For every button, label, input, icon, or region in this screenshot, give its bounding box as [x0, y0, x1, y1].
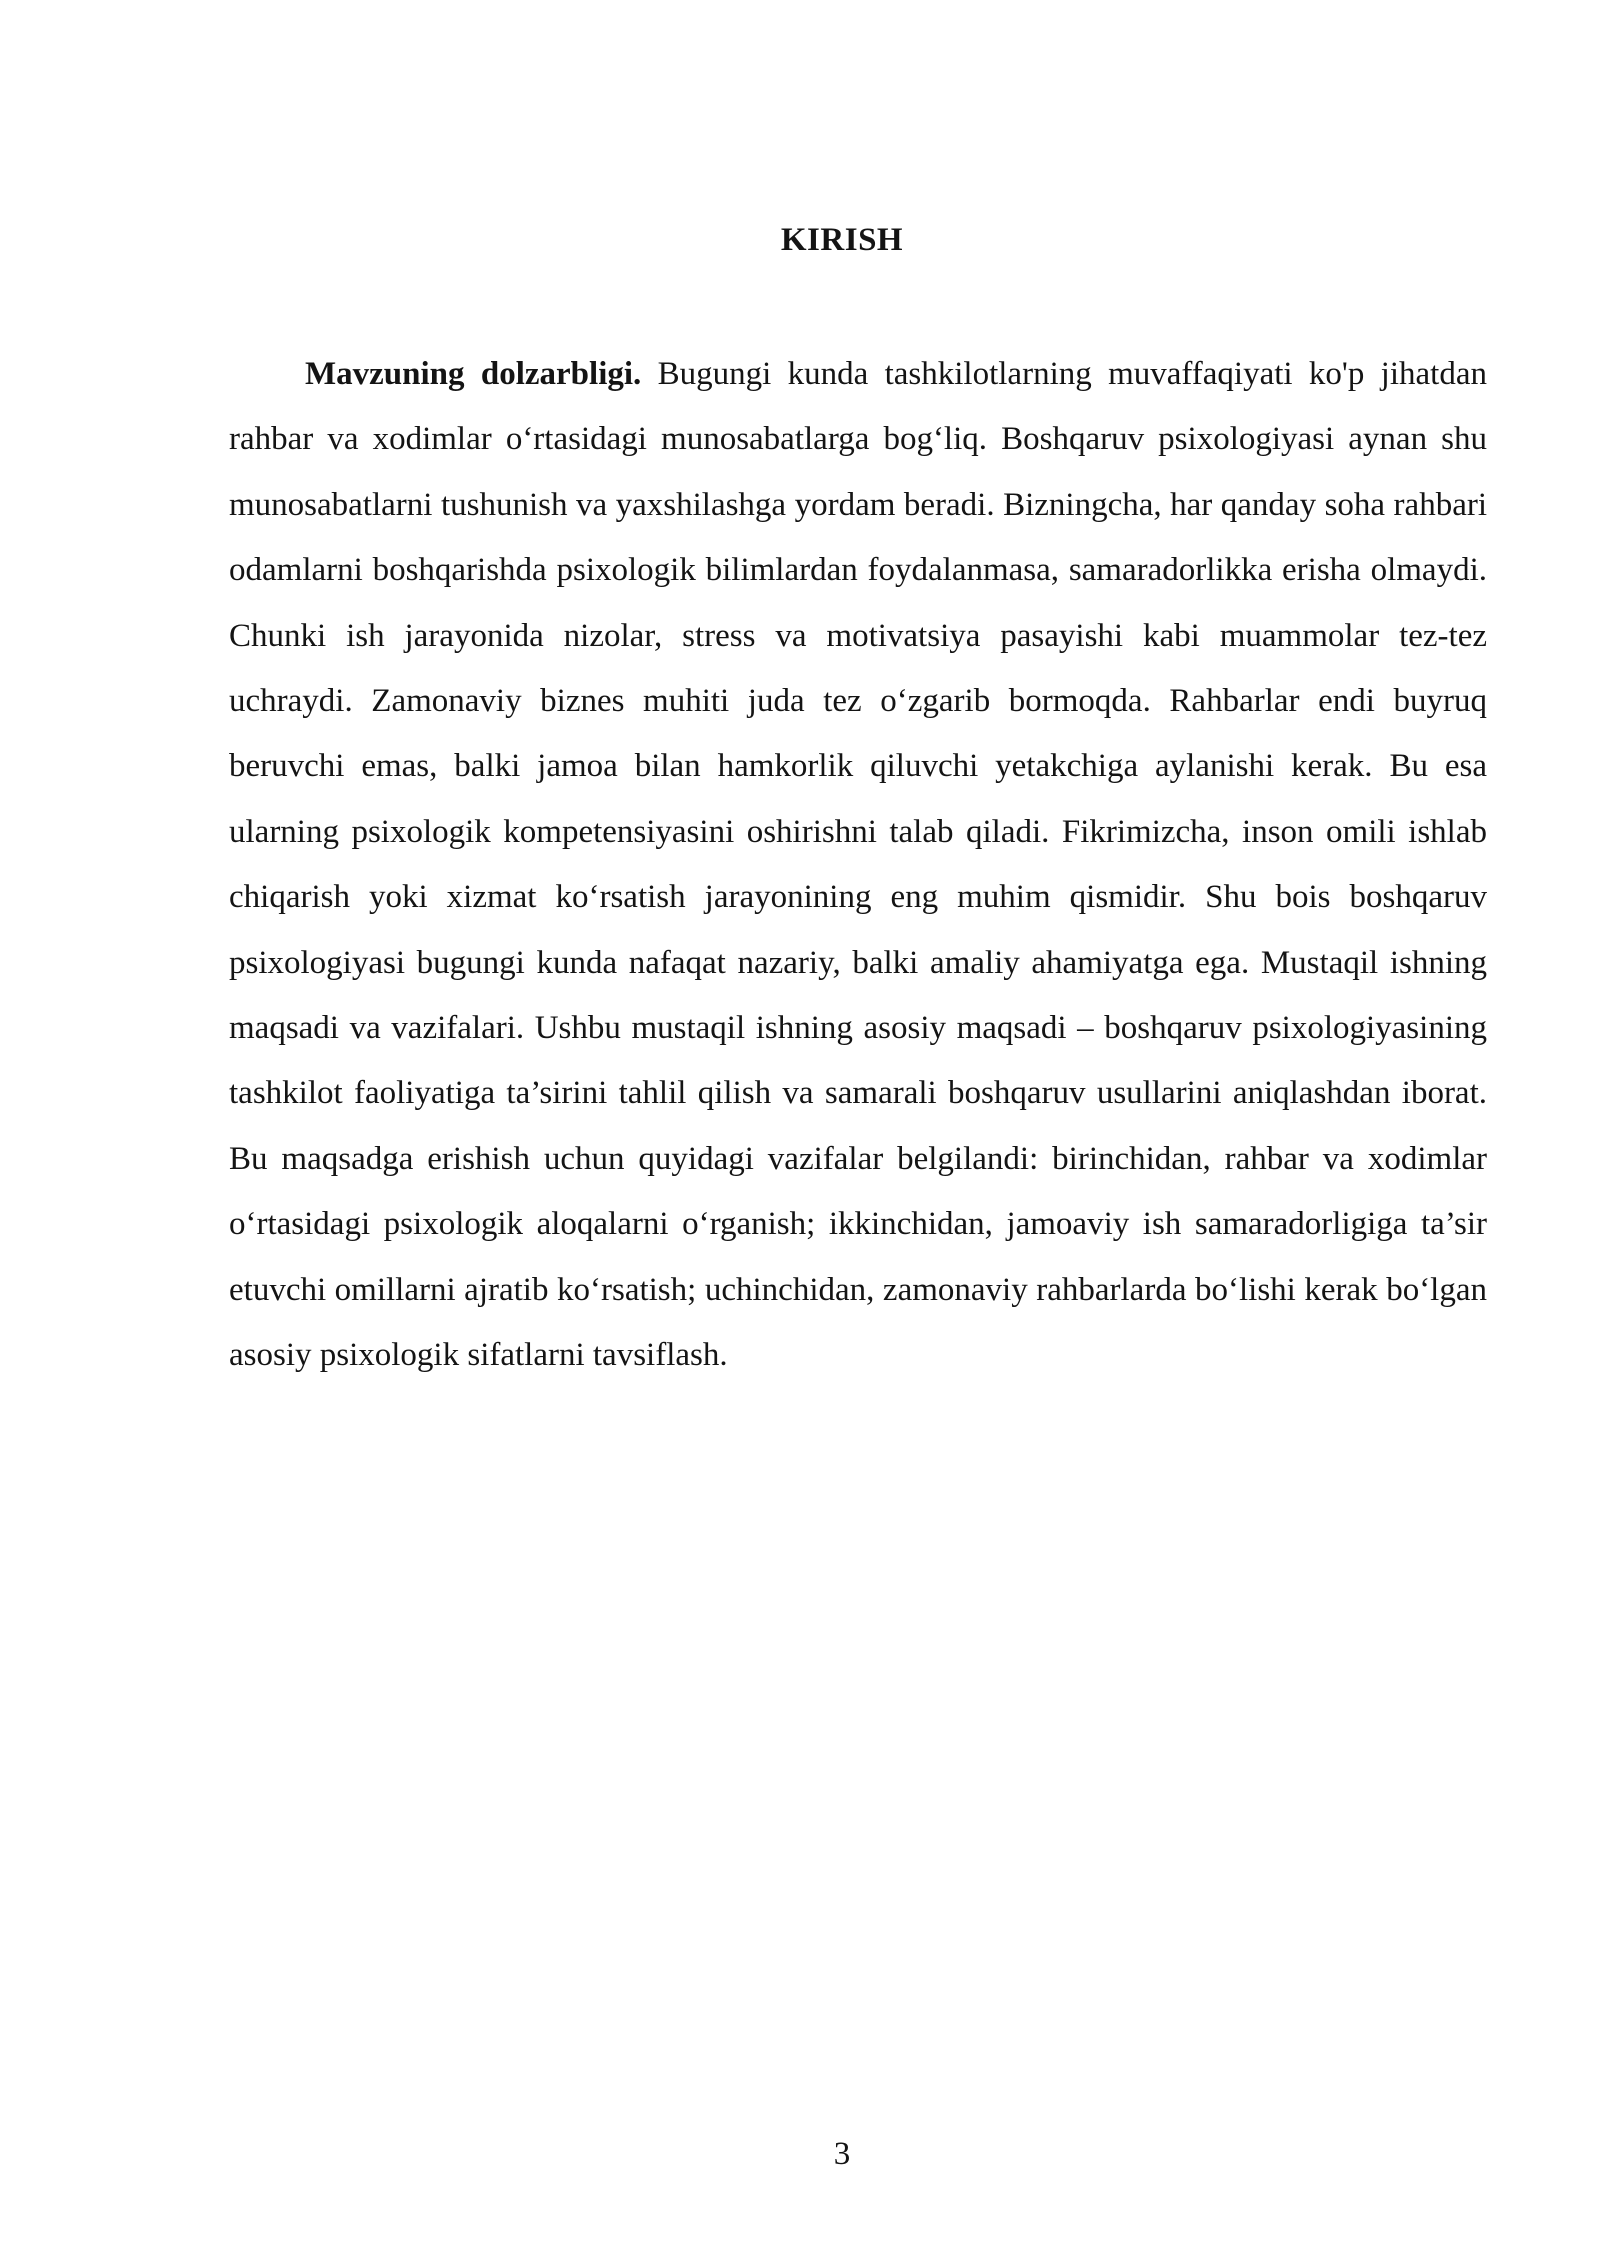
- page-title: KIRISH: [780, 222, 904, 258]
- body-paragraph: [229, 342, 1487, 1389]
- paragraph-text: Bugungi kunda tashkilotlarning muvaffaqiyati ko'p jihatdan rahbar va xodimlar oʻrtasidagi munosabatlarga bogʻliq. Boshqaruv psixologiyasi aynan shu munosabatlarni tushunish va yaxshilashga yordam beradi. Bizningcha, har qanday soha rahbari odamlarni boshqarishda psixologik bilimlardan foydalanmasa, samaradorlikka erisha olmaydi. Chunki ish jarayonida nizolar, stress va motivatsiya pasayishi kabi muammolar tez-tez uchraydi. Zamonaviy biznes muhiti juda tez oʻzgarib bormoqda. Rahbarlar endi buyruq beruvchi emas, balki jamoa bilan hamkorlik qiluvchi yetakchiga aylanishi kerak. Bu esa ularning psixologik kompetensiyasini oshirishni talab qiladi. Fikrimizcha, inson omili ishlab chiqarish yoki xizmat koʻrsatish jarayonining eng muhim qismidir. Shu bois boshqaruv psixologiyasi bugungi kunda nafaqat nazariy, balki amaliy ahamiyatga ega. Mustaqil ishning maqsadi va vazifalari. Ushbu mustaqil ishning asosiy maqsadi – boshqaruv psixologiyasining tashkilot faoliyatiga ta’sirini tahlil qilish va samarali boshqaruv usullarini aniqlashdan iborat. Bu maqsadga erishish uchun quyidagi vazifalar belgilandi: birinchidan, rahbar va xodimlar oʻrtasidagi psixologik aloqalarni oʻrganish; ikkinchidan, jamoaviy ish samaradorligiga ta’sir etuvchi omillarni ajratib koʻrsatish; uchinchidan, zamonaviy rahbarlarda boʻlishi kerak boʻlgan asosiy psixologik sifatlarni tavsiflash.: [229, 356, 1487, 1374]
- paragraph-lead: Mavzuning dolzarbligi.: [305, 356, 642, 392]
- page-number: 3: [833, 2136, 851, 2172]
